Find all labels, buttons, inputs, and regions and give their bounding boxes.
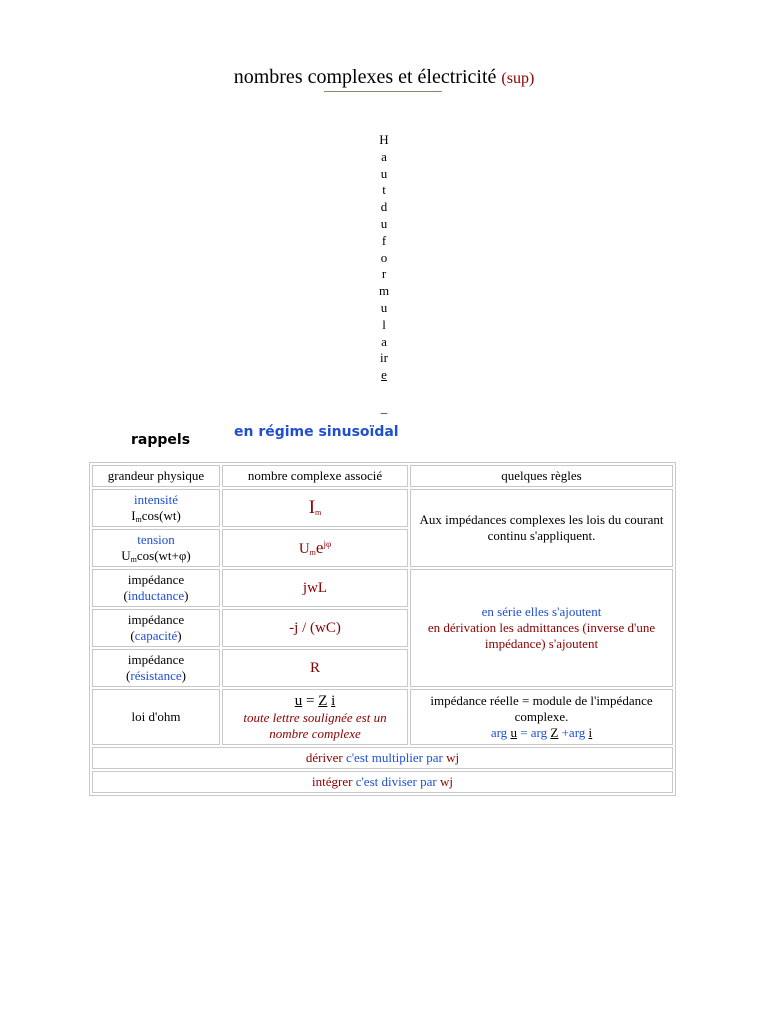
rappels-heading: rappels [131,432,191,448]
paren: ( [130,628,135,643]
rule-serie: en série elles s'ajoutent [481,604,602,619]
rule-serie-derivation [410,569,673,687]
arg-text: arg [490,725,511,740]
rule-text: Aux impédances complexes les lois du courant continu s'appliquent. [419,512,664,543]
top-of-form-link[interactable] [373,132,395,417]
vertical-letter: m [378,283,390,299]
complex-tension [222,529,408,567]
arg-text: +arg [558,725,589,740]
vertical-trailing: _ [380,399,388,415]
complex-e: e [315,538,324,557]
eq-u: u [294,692,303,709]
complex-base: I [308,497,316,518]
formula-sub: m [130,555,137,564]
rule-deriver [92,747,673,769]
integrer-wj: wj [439,774,453,789]
rule-impedances [410,489,673,567]
complex-value: R [309,659,320,676]
cell-capacite [92,609,220,647]
vertical-letter: u [380,165,388,181]
vertical-letter: d [380,199,388,215]
integrer-verb: intégrer [312,774,353,789]
formula-rest: cos(wt) [141,508,181,523]
capacite-link[interactable]: capacité [134,628,178,643]
vertical-letter: r [381,266,387,282]
header-cell: grandeur physique [92,465,220,487]
resistance-link[interactable]: résistance [130,668,182,683]
paren: ) [184,588,189,603]
complex-intensite [222,489,408,527]
vertical-letter: u [380,299,388,315]
complex-sub: m [315,508,322,517]
complex-capacite [222,609,408,647]
intensite-link[interactable]: intensité [133,492,179,507]
table-header-row [92,465,673,487]
vertical-letter: t [382,182,386,198]
complex-value: -j / (wC) [289,619,341,636]
impedance-label: impédance [127,612,185,627]
arg-i: i [588,725,593,740]
formula-table [89,462,676,796]
paren: ) [181,668,186,683]
arg-u: u [510,725,517,740]
vertical-letter: H [379,132,389,147]
rule-reelle-text: impédance réelle = module de l'impédance complexe. [430,693,653,724]
rule-reelle [410,689,673,745]
vertical-letter: ir [380,350,388,366]
eq-i: i [331,692,336,709]
cell-tension [92,529,220,567]
vertical-letter: e [381,367,387,383]
complex-resistance [222,649,408,687]
cell-inductance [92,569,220,607]
deriver-rest: c'est multiplier par [342,750,447,765]
paren: ) [177,628,182,643]
complex-ohm [222,689,408,745]
vertical-letter: o [380,249,388,265]
header-cell: nombre complexe associé [222,465,408,487]
inductance-link[interactable]: inductance [127,588,185,603]
cell-ohm: loi d'ohm [92,689,220,745]
formula-base: U [121,548,131,563]
tension-link[interactable]: tension [137,532,175,547]
paren: ( [123,588,128,603]
header-cell: quelques règles [410,465,673,487]
table-row [92,569,673,607]
deriver-wj: wj [446,750,460,765]
vertical-spacer [373,384,395,400]
complex-inductance [222,569,408,607]
formula-base: I [131,508,136,523]
cell-resistance [92,649,220,687]
paren: ( [126,668,131,683]
title-main: nombres complexes et électricité [233,66,497,88]
title-underline [324,91,442,92]
cell-intensite [92,489,220,527]
complex-value: jwL [302,579,328,596]
formula-sub: m [135,515,142,524]
vertical-letter: f [381,232,387,248]
rule-derivation: en dérivation les admittances (inverse d'une impédance) s'ajoutent [427,620,656,651]
arg-z: Z [550,725,559,740]
eq-z: Z [318,692,328,709]
vertical-letter: u [380,215,388,231]
page-title [0,66,768,89]
complex-exp: jφ [323,539,332,549]
title-sup-link[interactable]: (sup) [501,70,535,87]
formula-rest: cos(wt+φ) [136,548,191,563]
ohm-note: toute lettre soulignée est un nombre complexe [243,709,387,741]
eq-equals: = [302,692,319,709]
integrer-rest: c'est diviser par [352,774,440,789]
vertical-letter: a [381,333,387,349]
vertical-letter: a [381,148,387,164]
regime-heading: en régime sinusoïdal [234,424,399,440]
table-row [92,747,673,769]
deriver-verb: dériver [305,750,343,765]
complex-base: U [298,541,310,557]
impedance-label: impédance [127,652,185,667]
table-row [92,771,673,793]
table-row [92,689,673,745]
complex-sub: m [309,548,316,557]
impedance-label: impédance [127,572,185,587]
vertical-letter: l [382,316,386,332]
arg-text: = arg [516,725,551,740]
rule-integrer [92,771,673,793]
table-row [92,489,673,527]
